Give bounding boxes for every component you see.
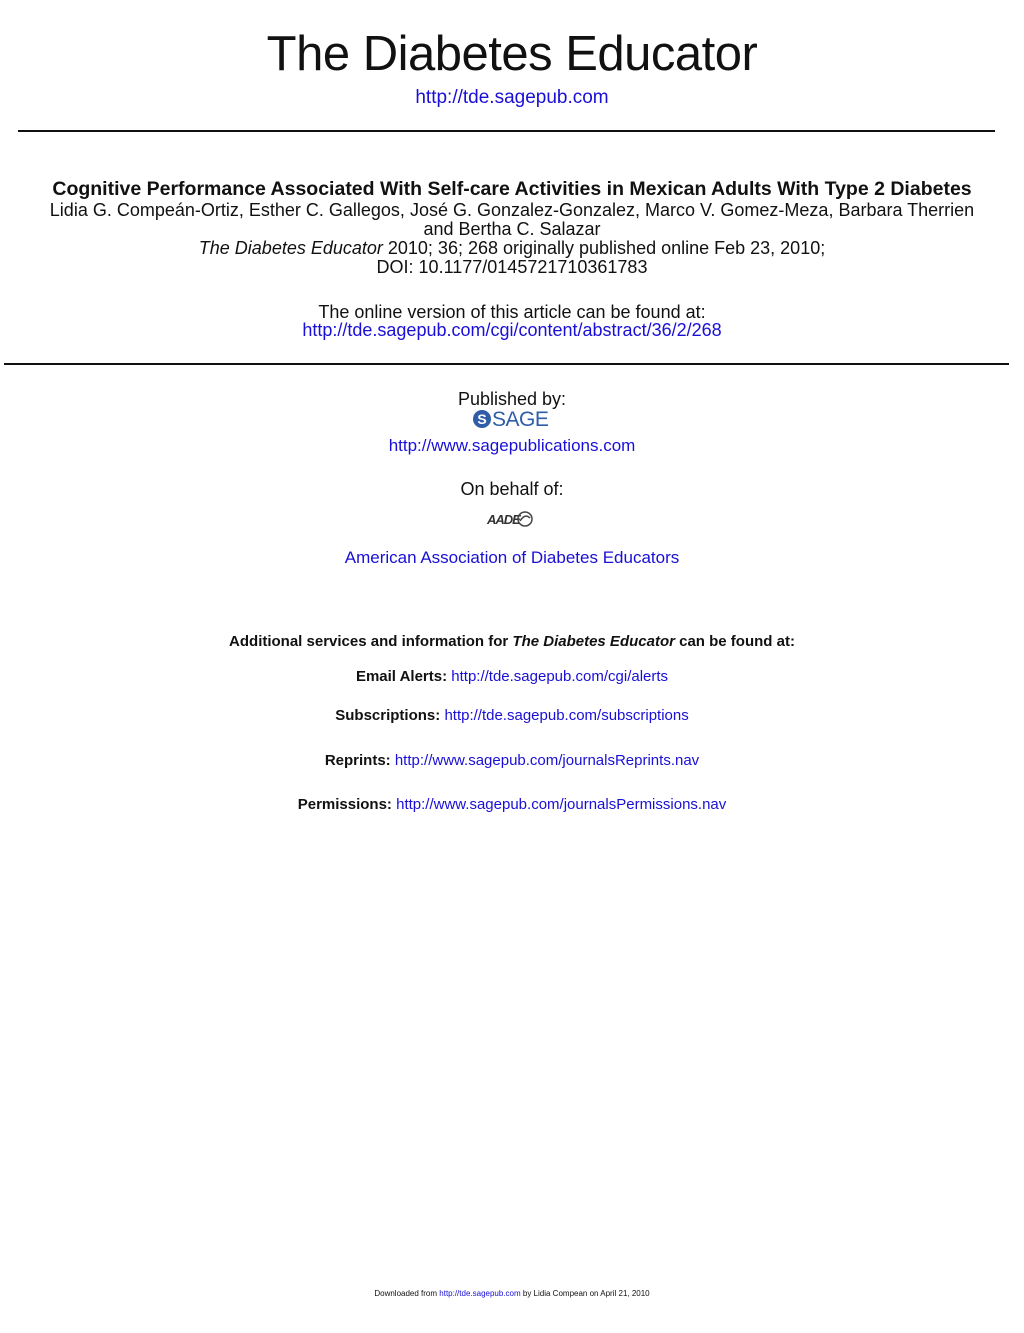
services-heading-suffix: can be found at:: [674, 633, 795, 650]
published-by-label: Published by:: [457, 389, 567, 409]
download-footer: [0, 1289, 1024, 1298]
service-label: Subscriptions:: [335, 707, 441, 724]
authors-line-1: Lidia G. Compeán-Ortiz, Esther C. Gallegos, José G. Gonzalez-Gonzalez, Marco V. Gomez-Meza, Barbara Therrien: [49, 200, 975, 220]
footer-suffix: by Lidia Compean on April 21, 2010: [520, 1289, 650, 1298]
aade-logo: [486, 510, 534, 530]
journal-url-link-container: [0, 87, 1024, 109]
citation-details: 2010; 36; 268 originally published online Feb 23, 2010;: [382, 238, 826, 258]
permissions-link[interactable]: http://www.sagepub.com/journalsPermissions.nav: [396, 796, 727, 813]
services-heading-prefix: Additional services and information for: [229, 633, 513, 650]
aade-swirl-icon: [516, 510, 534, 528]
citation-journal: The Diabetes Educator: [198, 238, 383, 258]
middle-divider: [4, 363, 1009, 365]
online-version-label: The online version of this article can be found at:: [318, 302, 706, 322]
publisher-url-link[interactable]: http://www.sagepublications.com: [388, 436, 636, 455]
footer-link[interactable]: http://tde.sagepub.com: [439, 1289, 521, 1298]
on-behalf-of-label: On behalf of:: [460, 479, 564, 499]
journal-title: The Diabetes Educator: [266, 27, 758, 81]
subscriptions-link[interactable]: http://tde.sagepub.com/subscriptions: [444, 707, 689, 724]
publisher-url-link-container: [0, 436, 1024, 456]
email-alerts-link[interactable]: http://tde.sagepub.com/cgi/alerts: [451, 668, 669, 685]
service-permissions: [0, 796, 1024, 813]
services-heading-journal: The Diabetes Educator: [512, 633, 675, 650]
services-heading: [0, 633, 1024, 650]
online-version-link-container: [0, 320, 1024, 341]
service-label: Reprints:: [324, 752, 391, 769]
online-version-link[interactable]: http://tde.sagepub.com/cgi/content/abstract/36/2/268: [302, 320, 722, 340]
society-link-container: [0, 548, 1024, 568]
authors-line-2: and Bertha C. Salazar: [423, 219, 601, 239]
sage-logo-text: SAGE: [492, 408, 549, 431]
service-subscriptions: [0, 707, 1024, 724]
article-title: Cognitive Performance Associated With Self-care Activities in Mexican Adults With Type 2 Diabetes: [52, 178, 972, 200]
top-divider: [18, 130, 995, 132]
service-email-alerts: [0, 668, 1024, 685]
doi: DOI: 10.1177/0145721710361783: [376, 257, 648, 277]
reprints-link[interactable]: http://www.sagepub.com/journalsReprints.nav: [394, 752, 700, 769]
service-reprints: [0, 752, 1024, 769]
service-label: Email Alerts:: [355, 668, 448, 685]
service-label: Permissions:: [297, 796, 392, 813]
sage-logo: [473, 409, 551, 433]
society-link[interactable]: American Association of Diabetes Educators: [344, 548, 680, 567]
citation: [0, 239, 1024, 259]
footer-prefix: Downloaded from: [374, 1289, 440, 1298]
sage-s-icon: S: [473, 410, 491, 428]
aade-logo-text: AADE: [487, 512, 520, 527]
journal-url-link[interactable]: http://tde.sagepub.com: [415, 87, 609, 108]
